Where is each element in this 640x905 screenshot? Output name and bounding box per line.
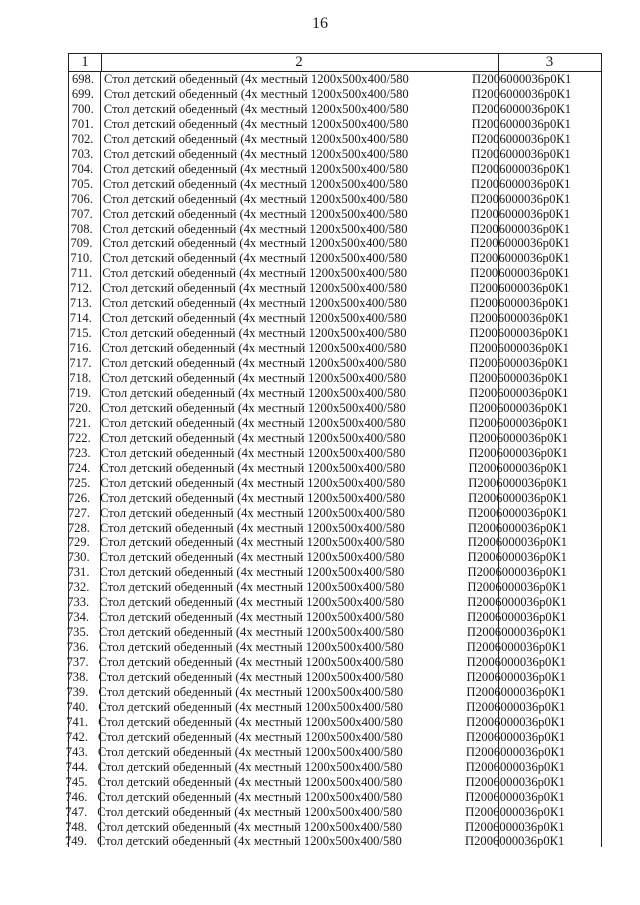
row-item-code: П2006000036р0К1 <box>468 430 569 445</box>
row-item-code: П2006000036р0К1 <box>465 789 565 804</box>
row-item-name: Стол детский обеденный (4х местный 1200х500х400/580 <box>99 595 405 610</box>
row-item-code: П2006000036р0К1 <box>467 550 567 565</box>
row-item-code: П2006000036р0К1 <box>471 101 572 116</box>
table-row <box>62 685 596 700</box>
row-item-code: П2006000036р0К1 <box>467 580 567 595</box>
row-item-code: П2006000036р0К1 <box>471 176 571 191</box>
row-item-code: П2006000036р0К1 <box>466 655 567 670</box>
table-row <box>66 251 600 266</box>
table-row <box>65 371 599 386</box>
row-item-name: Стол детский обеденный (4х местный 1200х500х400/580 <box>100 490 406 505</box>
row-item-name: Стол детский обеденный (4х местный 1200х500х400/580 <box>99 565 405 580</box>
row-item-code: П2006000036р0К1 <box>468 415 569 430</box>
row-item-code: П2006000036р0К1 <box>469 385 569 400</box>
row-item-code: П2006000036р0К1 <box>470 206 571 221</box>
row-item-code: П2006000036р0К1 <box>471 116 571 131</box>
table-row <box>66 311 600 326</box>
row-item-name: Стол детский обеденный (4х местный 1200х500х400/580 <box>103 86 409 101</box>
table-row <box>66 296 600 311</box>
row-item-code: П2006000036р0К1 <box>466 640 567 655</box>
table-row <box>64 476 598 491</box>
row-number: 709. <box>70 236 93 251</box>
table-row <box>67 177 601 192</box>
row-item-name: Стол детский обеденный (4х местный 1200х500х400/580 <box>102 266 408 281</box>
table-row <box>67 236 601 251</box>
row-item-name: Стол детский обеденный (4х местный 1200х500х400/580 <box>97 759 403 774</box>
column-header-name: 2 <box>100 54 499 71</box>
row-item-code: П2006000036р0К1 <box>471 86 572 101</box>
row-number: 744. <box>65 759 88 774</box>
row-number: 736. <box>66 640 89 655</box>
row-number: 704. <box>71 161 94 176</box>
row-item-name: Стол детский обеденный (4х местный 1200х500х400/580 <box>98 640 404 655</box>
table-row <box>62 700 596 715</box>
row-item-name: Стол детский обеденный (4х местный 1200х500х400/580 <box>102 221 408 236</box>
table-row <box>63 610 597 625</box>
row-number: 746. <box>65 789 88 804</box>
row-number: 747. <box>65 804 88 819</box>
row-item-code: П2006000036р0К1 <box>470 221 570 236</box>
row-number: 723. <box>68 445 91 460</box>
row-number: 722. <box>68 430 91 445</box>
row-item-name: Стол детский обеденный (4х местный 1200х500х400/580 <box>101 371 407 385</box>
table-row <box>67 207 601 222</box>
row-number: 727. <box>67 505 91 520</box>
row-item-code: П2006000036р0К1 <box>467 610 567 625</box>
row-item-code: П2006000036р0К1 <box>468 445 568 460</box>
table-row <box>66 341 600 356</box>
row-number: 739. <box>66 684 89 699</box>
row-number: 706. <box>70 191 93 206</box>
row-item-name: Стол детский обеденный (4х местный 1200х500х400/580 <box>98 714 403 729</box>
page-number: 16 <box>312 15 328 32</box>
row-number: 735. <box>66 625 89 640</box>
row-item-name: Стол детский обеденный (4х местный 1200х500х400/580 <box>101 326 407 341</box>
row-item-code: П2006000036р0К1 <box>466 670 566 684</box>
row-number: 703. <box>71 146 94 161</box>
row-item-name: Стол детский обеденный (4х местный 1200х500х400/580 <box>98 670 404 684</box>
row-item-name: Стол детский обеденный (4х местный 1200х500х400/580 <box>97 774 403 789</box>
row-item-name: Стол детский обеденный (4х местный 1200х500х400/580 <box>99 520 405 535</box>
row-number: 714. <box>69 311 92 326</box>
row-number: 715. <box>69 326 92 341</box>
row-item-code: П2006000036р0К1 <box>466 684 566 699</box>
row-number: 719. <box>69 385 92 400</box>
row-item-code: П2006000036р0К1 <box>471 161 571 176</box>
row-item-code: П2006000036р0К1 <box>468 505 568 520</box>
table-row <box>63 625 597 640</box>
column-header-number: 1 <box>68 54 102 71</box>
row-item-code: П2006000036р0К1 <box>467 520 568 535</box>
row-item-code: П2006000036р0К1 <box>469 341 569 356</box>
table-row <box>62 775 596 790</box>
table-row <box>65 356 599 371</box>
row-item-name: Стол детский обеденный (4х местный 1200х500х400/580 <box>97 789 403 804</box>
row-item-code: П2006000036р0К1 <box>470 236 570 251</box>
row-item-code: П2006000036р0К1 <box>468 475 568 490</box>
row-item-code: П2006000036р0К1 <box>465 819 565 834</box>
row-item-code: П2006000036р0К1 <box>465 759 566 774</box>
row-number: 731. <box>67 565 90 580</box>
row-number: 733. <box>67 595 90 610</box>
row-item-code: П2006000036р0К1 <box>468 400 569 415</box>
table-border-right <box>601 72 602 847</box>
row-item-name: Стол детский обеденный (4х местный 1200х500х400/580 <box>102 191 408 206</box>
table-row <box>62 760 596 775</box>
row-number: 740. <box>66 699 89 714</box>
row-number: 710. <box>70 251 93 266</box>
row-item-name: Стол детский обеденный (4х местный 1200х500х400/580 <box>104 72 409 86</box>
row-number: 718. <box>69 371 92 385</box>
row-number: 741. <box>66 714 89 729</box>
row-item-code: П2006000036р0К1 <box>469 371 569 385</box>
table-row <box>61 834 595 849</box>
row-item-name: Стол детский обеденный (4х местный 1200х500х400/580 <box>100 460 406 475</box>
row-item-code: П2006000036р0К1 <box>469 356 569 371</box>
row-number: 708. <box>70 221 93 236</box>
table-row <box>66 266 600 281</box>
table-row <box>64 535 598 550</box>
row-item-code: П2006000036р0К1 <box>468 490 568 505</box>
table-row <box>67 162 601 177</box>
row-item-code: П2006000036р0К1 <box>467 535 568 550</box>
row-item-name: Стол детский обеденный (4х местный 1200х500х400/580 <box>103 176 408 191</box>
row-number: 702. <box>71 131 94 146</box>
row-number: 726. <box>68 490 91 505</box>
row-item-name: Стол детский обеденный (4х местный 1200х500х400/580 <box>98 699 404 714</box>
table-row <box>63 565 597 580</box>
row-item-name: Стол детский обеденный (4х местный 1200х500х400/580 <box>102 236 408 251</box>
table-row <box>67 222 601 237</box>
table-row <box>64 491 598 506</box>
row-item-name: Стол детский обеденный (4х местный 1200х500х400/580 <box>101 296 407 311</box>
table-row <box>64 521 598 536</box>
row-number: 700. <box>71 101 94 116</box>
table-row <box>68 87 602 102</box>
table-row <box>64 506 598 521</box>
row-item-name: Стол детский обеденный (4х местный 1200х500х400/580 <box>97 834 402 849</box>
row-number: 738. <box>66 670 89 684</box>
row-item-code: П2006000036р0К1 <box>467 565 567 580</box>
table-row <box>67 147 601 162</box>
row-number: 721. <box>68 415 91 430</box>
table-row <box>68 117 602 132</box>
row-number: 730. <box>67 550 90 565</box>
row-item-name: Стол детский обеденный (4х местный 1200х500х400/580 <box>97 804 403 819</box>
row-number: 698. <box>71 72 94 86</box>
row-item-code: П2006000036р0К1 <box>472 72 572 86</box>
row-item-code: П2006000036р0К1 <box>468 460 568 475</box>
row-item-name: Стол детский обеденный (4х местный 1200х500х400/580 <box>100 445 406 460</box>
row-number: 707. <box>70 206 93 221</box>
row-number: 713. <box>69 296 92 311</box>
table-row <box>65 416 599 431</box>
row-number: 711. <box>70 266 93 281</box>
row-number: 743. <box>65 744 88 759</box>
items-table <box>64 53 602 849</box>
row-number: 745. <box>65 774 88 789</box>
table-row <box>61 805 595 820</box>
row-number: 749. <box>64 834 87 849</box>
table-row <box>66 281 600 296</box>
table-row <box>63 595 597 610</box>
table-row <box>63 640 597 655</box>
table-header-row <box>68 53 602 72</box>
row-item-code: П2006000036р0К1 <box>465 804 565 819</box>
table-row <box>68 72 602 87</box>
row-item-name: Стол детский обеденный (4х местный 1200х500х400/580 <box>102 281 407 296</box>
row-item-code: П2006000036р0К1 <box>465 774 565 789</box>
table-row <box>64 550 598 565</box>
table-row <box>61 790 595 805</box>
row-item-code: П2006000036р0К1 <box>466 625 567 640</box>
table-row <box>67 192 601 207</box>
row-item-name: Стол детский обеденный (4х местный 1200х500х400/580 <box>97 744 403 759</box>
row-item-code: П2006000036р0К1 <box>471 146 571 161</box>
row-number: 748. <box>65 819 88 834</box>
row-item-name: Стол детский обеденный (4х местный 1200х500х400/580 <box>97 729 403 744</box>
row-number: 701. <box>71 116 94 131</box>
row-number: 724. <box>68 460 91 475</box>
row-item-code: П2006000036р0К1 <box>470 251 570 266</box>
row-item-code: П2006000036р0К1 <box>471 131 571 146</box>
table-row <box>64 461 598 476</box>
row-item-code: П2006000036р0К1 <box>465 834 565 849</box>
column-header-code: 3 <box>498 54 602 71</box>
row-number: 728. <box>67 520 90 535</box>
row-item-code: П2006000036р0К1 <box>465 744 566 759</box>
table-row <box>65 446 599 461</box>
table-row <box>62 715 596 730</box>
row-number: 717. <box>69 356 92 371</box>
row-item-name: Стол детский обеденный (4х местный 1200х500х400/580 <box>100 475 406 490</box>
row-number: 705. <box>71 176 94 191</box>
table-row <box>66 326 600 341</box>
row-number: 729. <box>67 535 90 550</box>
row-item-name: Стол детский обеденный (4х местный 1200х500х400/580 <box>100 415 406 430</box>
row-item-name: Стол детский обеденный (4х местный 1200х500х400/580 <box>100 505 405 520</box>
row-item-code: П2006000036р0К1 <box>466 699 566 714</box>
row-item-name: Стол детский обеденный (4х местный 1200х500х400/580 <box>103 146 409 161</box>
row-item-name: Стол детский обеденный (4х местный 1200х500х400/580 <box>103 101 409 116</box>
row-item-code: П2006000036р0К1 <box>469 326 570 341</box>
row-item-name: Стол детский обеденный (4х местный 1200х500х400/580 <box>97 819 402 834</box>
table-row <box>63 670 597 685</box>
table-row <box>65 386 599 401</box>
row-item-code: П2006000036р0К1 <box>470 191 571 206</box>
row-number: 742. <box>65 729 88 744</box>
row-item-code: П2006000036р0К1 <box>470 266 570 281</box>
table-row <box>68 102 602 117</box>
row-item-name: Стол детский обеденный (4х местный 1200х500х400/580 <box>99 610 404 625</box>
table-body <box>64 72 602 849</box>
row-item-name: Стол детский обеденный (4х местный 1200х500х400/580 <box>101 341 407 356</box>
row-item-code: П2006000036р0К1 <box>465 729 566 744</box>
table-row <box>61 820 595 835</box>
row-number: 699. <box>71 86 94 101</box>
table-row <box>63 655 597 670</box>
row-item-code: П2006000036р0К1 <box>469 311 570 326</box>
row-item-name: Стол детский обеденный (4х местный 1200х500х400/580 <box>101 385 406 400</box>
row-item-name: Стол детский обеденный (4х местный 1200х500х400/580 <box>98 655 404 670</box>
row-item-name: Стол детский обеденный (4х местный 1200х500х400/580 <box>99 535 405 550</box>
table-row <box>65 431 599 446</box>
row-number: 725. <box>68 475 91 490</box>
table-row <box>63 580 597 595</box>
row-item-name: Стол детский обеденный (4х местный 1200х500х400/580 <box>103 161 409 176</box>
row-item-name: Стол детский обеденный (4х местный 1200х500х400/580 <box>98 625 404 640</box>
row-item-code: П2006000036р0К1 <box>469 296 570 311</box>
row-item-name: Стол детский обеденный (4х местный 1200х500х400/580 <box>100 430 406 445</box>
row-item-name: Стол детский обеденный (4х местный 1200х500х400/580 <box>102 251 408 266</box>
row-item-code: П2006000036р0К1 <box>467 595 567 610</box>
row-item-name: Стол детский обеденный (4х местный 1200х500х400/580 <box>98 684 404 699</box>
row-number: 734. <box>67 610 90 625</box>
table-row <box>62 745 596 760</box>
row-item-name: Стол детский обеденный (4х местный 1200х500х400/580 <box>103 131 409 146</box>
row-number: 712. <box>70 281 93 296</box>
row-number: 732. <box>67 580 90 595</box>
row-number: 716. <box>69 341 92 356</box>
row-number: 720. <box>68 400 91 415</box>
row-item-name: Стол детский обеденный (4х местный 1200х500х400/580 <box>101 311 407 326</box>
row-item-code: П2006000036р0К1 <box>470 281 570 296</box>
row-item-name: Стол детский обеденный (4х местный 1200х500х400/580 <box>99 550 405 565</box>
row-item-name: Стол детский обеденный (4х местный 1200х500х400/580 <box>100 400 406 415</box>
row-item-code: П2006000036р0К1 <box>466 714 566 729</box>
table-row <box>62 730 596 745</box>
row-item-name: Стол детский обеденный (4х местный 1200х500х400/580 <box>102 206 408 221</box>
row-item-name: Стол детский обеденный (4х местный 1200х500х400/580 <box>103 116 409 131</box>
table-row <box>67 132 601 147</box>
row-item-name: Стол детский обеденный (4х местный 1200х500х400/580 <box>99 580 405 595</box>
row-item-name: Стол детский обеденный (4х местный 1200х500х400/580 <box>101 356 407 371</box>
row-number: 737. <box>66 655 89 670</box>
table-row <box>65 401 599 416</box>
